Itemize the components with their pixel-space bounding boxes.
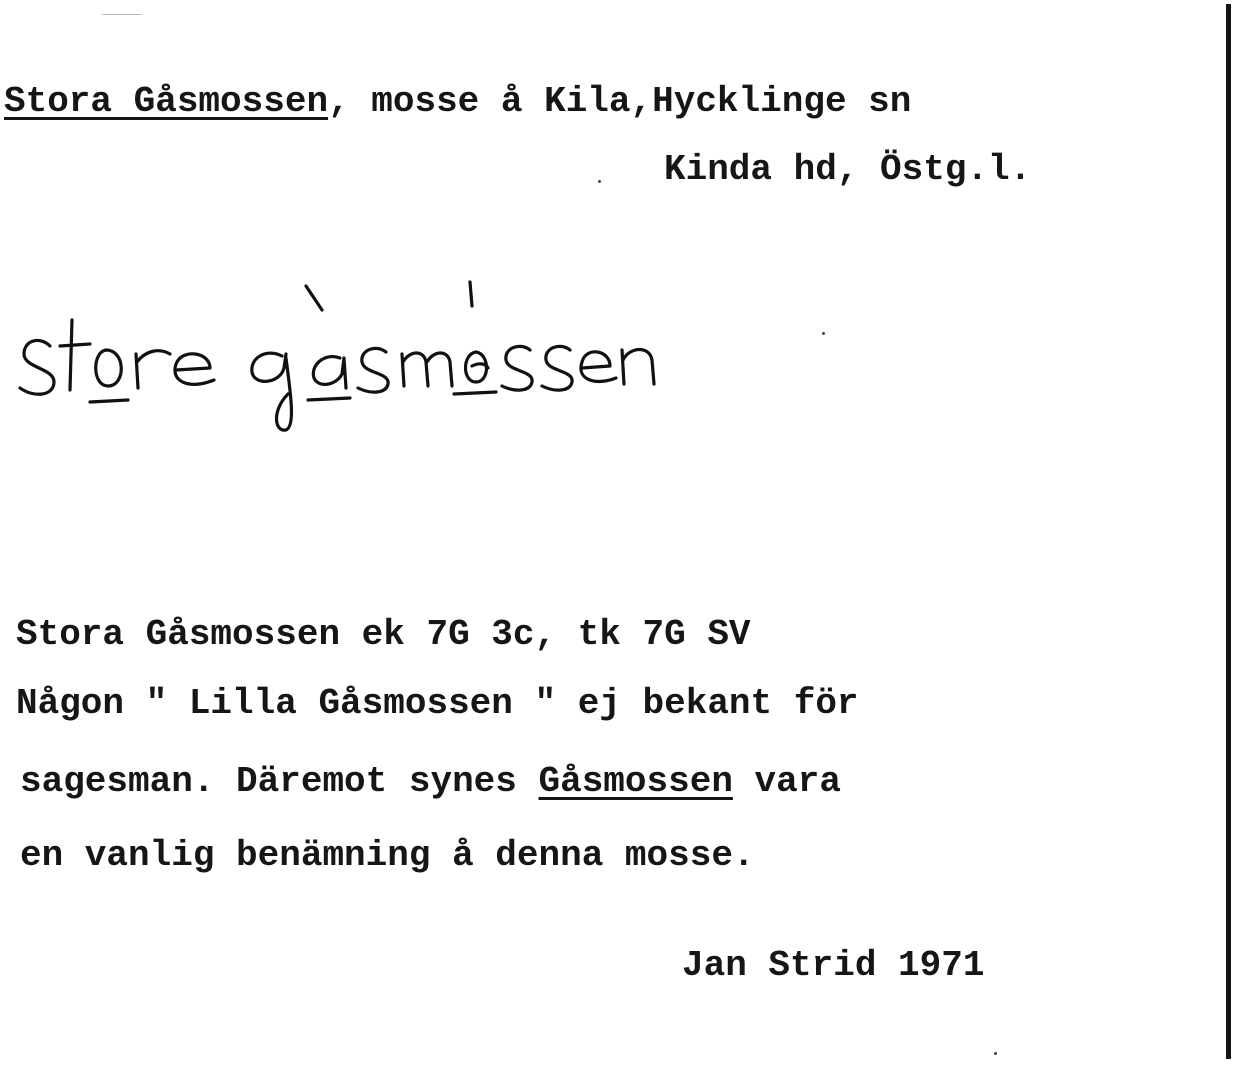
author-signature: Jan Strid 1971 [682, 945, 985, 986]
body-line-3-end: vara [732, 761, 841, 802]
body-line-3-start: sagesman. Däremot synes [20, 761, 539, 802]
header-line-1 [4, 81, 912, 122]
header-line-2: Kinda hd, Östg.l. [664, 149, 1032, 190]
scan-speck [822, 332, 825, 335]
header-location: , mosse å Kila,Hycklinge sn [328, 81, 912, 122]
body-line-2: Någon " Lilla Gåsmossen " ej bekant för [16, 683, 859, 724]
scan-speck [598, 180, 601, 183]
body-line-1: Stora Gåsmossen ek 7G 3c, tk 7G SV [16, 614, 751, 655]
entry-name: Stora Gåsmossen [4, 81, 329, 122]
body-line-3 [20, 761, 841, 802]
scan-speck [994, 1052, 997, 1055]
scan-speck [102, 14, 142, 15]
body-line-4: en vanlig benämning å denna mosse. [20, 835, 755, 876]
handwritten-pronunciation [10, 270, 670, 450]
underlined-name: Gåsmossen [538, 761, 733, 802]
card-edge-line [1226, 4, 1231, 1059]
